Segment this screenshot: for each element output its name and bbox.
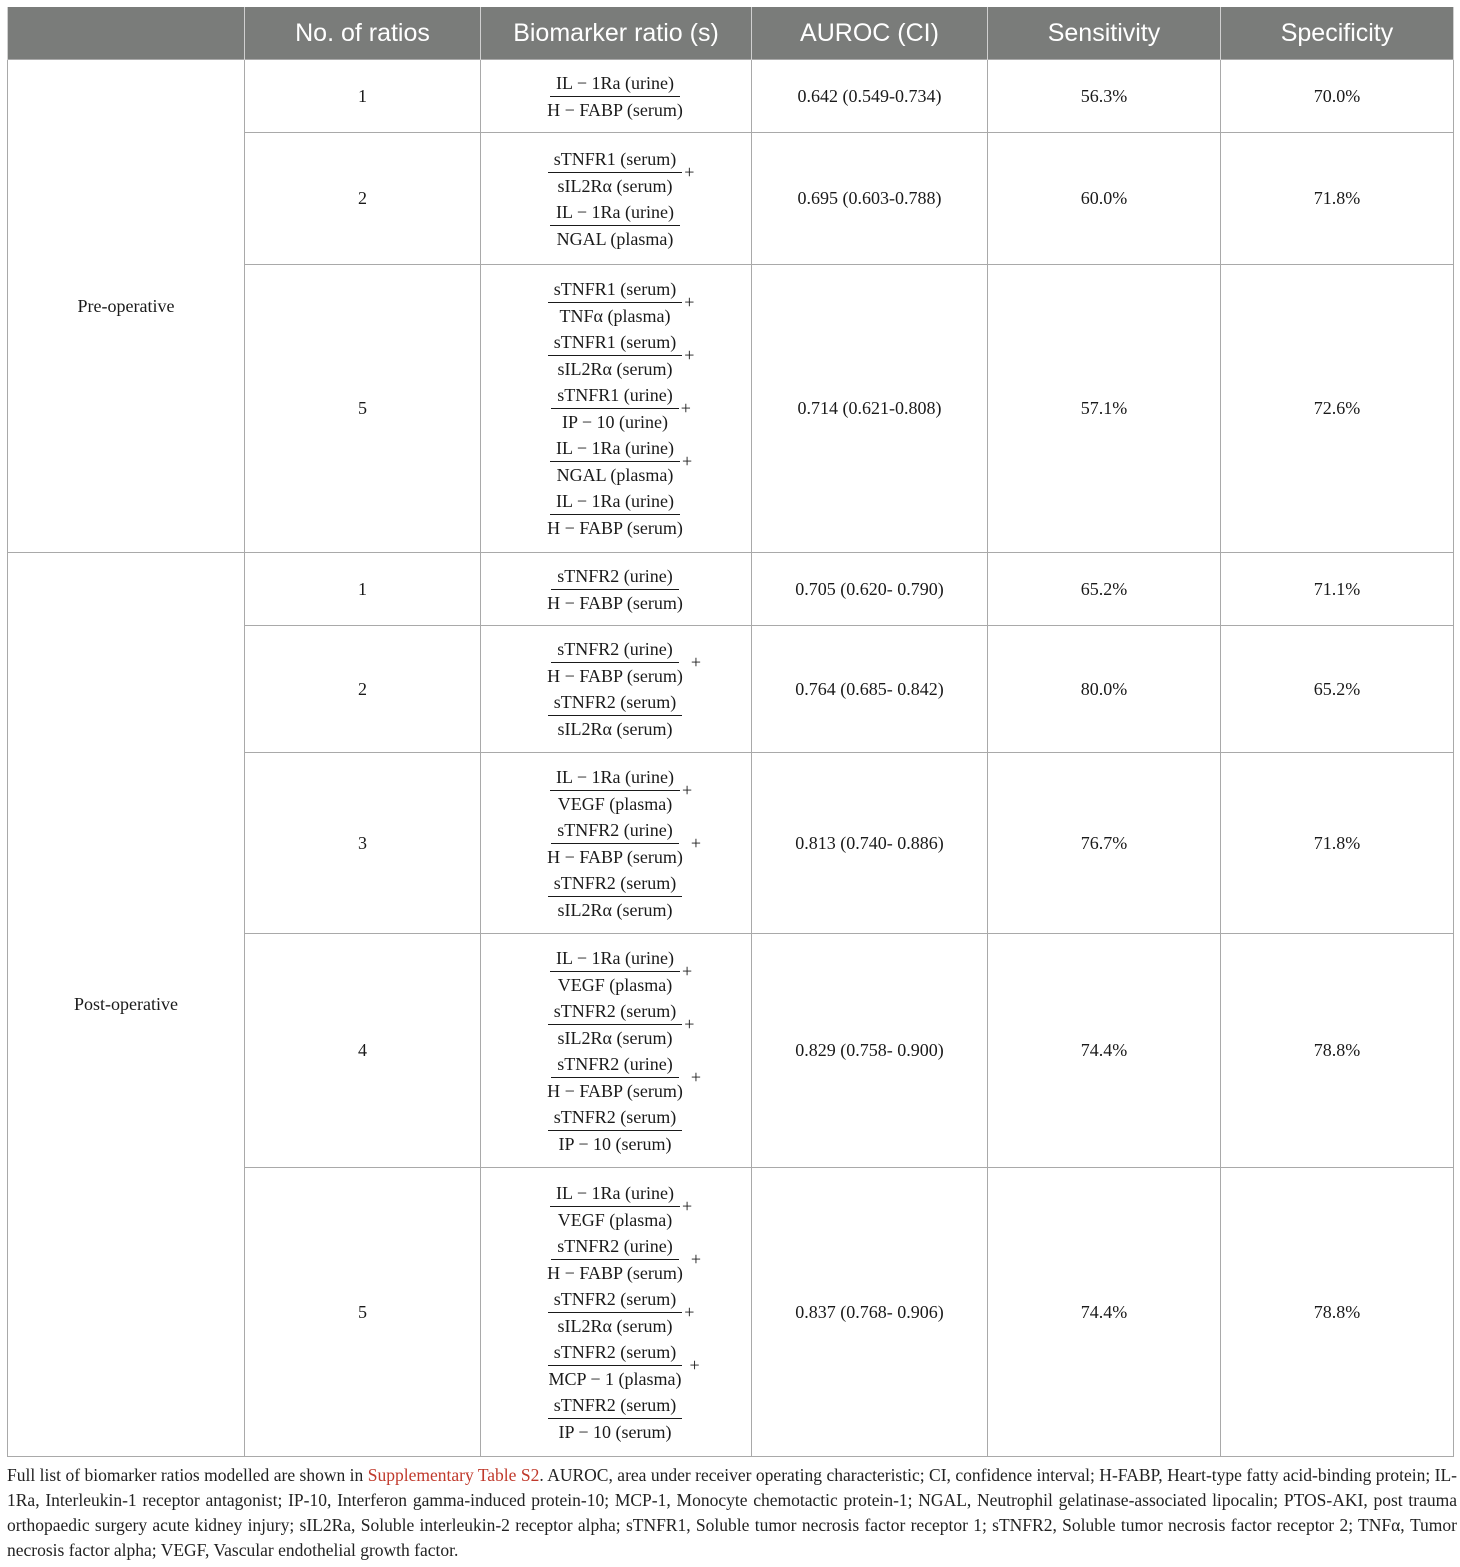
plus-sign: + xyxy=(684,1013,695,1034)
ratio-denominator: IP − 10 (serum) xyxy=(558,1133,672,1154)
ratio-numerator: IL − 1Ra (urine) xyxy=(550,1180,680,1207)
biomarker-ratio-cell xyxy=(481,753,752,934)
ratio-term xyxy=(536,1180,696,1233)
ratio-fraction xyxy=(548,998,683,1051)
table-row xyxy=(8,60,1454,133)
footnote-pre: Full list of biomarker ratios modelled are shown in xyxy=(7,1465,368,1485)
biomarker-ratio-cell xyxy=(481,934,752,1168)
phase-cell: Pre-operative xyxy=(8,60,245,553)
table-body xyxy=(8,60,1454,1457)
ratio-fraction xyxy=(541,1233,689,1286)
ratio-stack xyxy=(527,945,705,1157)
supplementary-table-link[interactable]: Supplementary Table S2 xyxy=(367,1465,540,1485)
no-of-ratios-cell: 5 xyxy=(245,265,481,553)
ratio-fraction xyxy=(548,329,683,382)
ratio-denominator: sIL2Rα (serum) xyxy=(557,899,673,920)
ratio-fraction xyxy=(548,276,683,329)
ratio-numerator: IL − 1Ra (urine) xyxy=(550,764,680,791)
ratio-stack xyxy=(527,1180,705,1445)
table-row xyxy=(8,553,1454,626)
ratio-denominator: H − FABP (serum) xyxy=(547,846,683,867)
specificity-cell: 70.0% xyxy=(1221,60,1454,133)
ratio-denominator: NGAL (plasma) xyxy=(556,228,674,249)
auroc-cell: 0.714 (0.621-0.808) xyxy=(752,265,988,553)
ratio-numerator: sTNFR2 (urine) xyxy=(551,563,679,590)
ratio-numerator: sTNFR2 (serum) xyxy=(548,1104,683,1131)
plus-sign: + xyxy=(680,398,691,418)
ratio-fraction xyxy=(548,1286,683,1339)
ratio-term xyxy=(534,1104,699,1157)
ratio-term xyxy=(534,689,699,742)
no-of-ratios-cell: 3 xyxy=(245,753,481,934)
auroc-cell: 0.813 (0.740- 0.886) xyxy=(752,753,988,934)
plus-sign: + xyxy=(681,451,693,471)
header-sensitivity: Sensitivity xyxy=(988,7,1221,60)
header-row xyxy=(8,7,1454,60)
no-of-ratios-cell: 5 xyxy=(245,1168,481,1457)
plus-sign: + xyxy=(689,1354,700,1375)
ratio-denominator: TNFα (plasma) xyxy=(559,306,671,326)
ratio-denominator: sIL2Rα (serum) xyxy=(557,719,673,739)
ratio-term xyxy=(527,70,705,123)
ratio-numerator: sTNFR2 (serum) xyxy=(548,689,683,716)
ratio-denominator: VEGF (plasma) xyxy=(557,974,673,995)
specificity-cell: 78.8% xyxy=(1221,1168,1454,1457)
ratio-fraction xyxy=(550,435,680,488)
auroc-cell: 0.837 (0.768- 0.906) xyxy=(752,1168,988,1457)
sensitivity-cell: 56.3% xyxy=(988,60,1221,133)
ratio-denominator: H − FABP (serum) xyxy=(547,1080,683,1101)
ratio-term xyxy=(527,563,705,616)
ratio-stack xyxy=(534,146,699,252)
ratio-numerator: IL − 1Ra (urine) xyxy=(550,70,680,97)
biomarker-ratio-cell xyxy=(481,1168,752,1457)
ratio-fraction xyxy=(541,1051,689,1104)
ratio-denominator: H − FABP (serum) xyxy=(547,592,683,613)
ratio-term xyxy=(527,1051,705,1104)
ratio-numerator: IL − 1Ra (urine) xyxy=(550,488,680,515)
header-phase xyxy=(8,7,245,60)
ratio-fraction xyxy=(550,764,680,817)
ratio-denominator: VEGF (plasma) xyxy=(557,1209,673,1230)
sensitivity-cell: 65.2% xyxy=(988,553,1221,626)
plus-sign: + xyxy=(684,345,695,365)
ratio-denominator: sIL2Rα (serum) xyxy=(557,175,673,196)
ratio-term xyxy=(536,945,696,998)
ratio-fraction xyxy=(548,1392,683,1445)
specificity-cell: 65.2% xyxy=(1221,626,1454,753)
ratio-term xyxy=(534,870,699,923)
ratio-fraction xyxy=(548,870,683,923)
sensitivity-cell: 74.4% xyxy=(988,934,1221,1168)
no-of-ratios-cell: 4 xyxy=(245,934,481,1168)
ratio-numerator: sTNFR2 (serum) xyxy=(548,998,683,1025)
ratio-numerator: sTNFR2 (urine) xyxy=(551,1233,679,1260)
ratio-term xyxy=(527,817,705,870)
specificity-cell: 78.8% xyxy=(1221,934,1454,1168)
biomarker-ratio-cell xyxy=(481,626,752,753)
ratio-numerator: sTNFR1 (serum) xyxy=(548,146,683,173)
ratio-fraction xyxy=(551,382,679,435)
ratio-fraction xyxy=(550,199,680,252)
auroc-cell: 0.829 (0.758- 0.900) xyxy=(752,934,988,1168)
table-container xyxy=(7,7,1453,1457)
ratio-numerator: sTNFR1 (urine) xyxy=(551,382,679,409)
ratio-term xyxy=(536,435,696,488)
ratio-stack xyxy=(527,563,705,616)
table-footnote xyxy=(7,1463,1457,1563)
ratio-fraction xyxy=(541,817,689,870)
ratio-denominator: H − FABP (serum) xyxy=(547,99,683,120)
ratio-numerator: sTNFR2 (serum) xyxy=(548,1339,683,1366)
plus-sign: + xyxy=(684,161,695,182)
ratio-denominator: H − FABP (serum) xyxy=(547,1262,683,1283)
auroc-cell: 0.764 (0.685- 0.842) xyxy=(752,626,988,753)
ratio-fraction xyxy=(543,1339,688,1392)
plus-sign: + xyxy=(690,832,701,853)
sensitivity-cell: 74.4% xyxy=(988,1168,1221,1457)
ratio-term xyxy=(536,764,696,817)
ratio-term xyxy=(527,1233,705,1286)
plus-sign: + xyxy=(684,292,695,312)
header-specificity: Specificity xyxy=(1221,7,1454,60)
auroc-cell: 0.705 (0.620- 0.790) xyxy=(752,553,988,626)
ratio-numerator: IL − 1Ra (urine) xyxy=(550,945,680,972)
ratio-denominator: sIL2Rα (serum) xyxy=(557,359,673,379)
ratio-stack xyxy=(527,764,705,923)
ratio-denominator: sIL2Rα (serum) xyxy=(557,1027,673,1048)
ratio-fraction xyxy=(541,70,689,123)
specificity-cell: 72.6% xyxy=(1221,265,1454,553)
ratio-fraction xyxy=(541,488,689,541)
no-of-ratios-cell: 1 xyxy=(245,553,481,626)
plus-sign: + xyxy=(684,1301,695,1322)
biomarker-ratio-cell xyxy=(481,553,752,626)
ratio-term xyxy=(534,146,699,199)
ratio-fraction xyxy=(548,146,683,199)
ratio-numerator: sTNFR2 (serum) xyxy=(548,1286,683,1313)
sensitivity-cell: 76.7% xyxy=(988,753,1221,934)
ratio-numerator: sTNFR2 (serum) xyxy=(548,870,683,897)
ratio-fraction xyxy=(550,945,680,998)
ratio-term xyxy=(537,382,695,435)
specificity-cell: 71.1% xyxy=(1221,553,1454,626)
ratio-fraction xyxy=(550,1180,680,1233)
ratio-numerator: sTNFR1 (serum) xyxy=(548,329,683,356)
ratio-term xyxy=(534,276,699,329)
ratio-denominator: sIL2Rα (serum) xyxy=(557,1315,673,1336)
ratio-term xyxy=(527,488,705,541)
ratio-numerator: sTNFR2 (urine) xyxy=(551,636,679,663)
plus-sign: + xyxy=(681,1195,693,1216)
ratio-numerator: sTNFR2 (serum) xyxy=(548,1392,683,1419)
sensitivity-cell: 57.1% xyxy=(988,265,1221,553)
ratio-term xyxy=(527,636,705,689)
specificity-cell: 71.8% xyxy=(1221,133,1454,265)
ratio-term xyxy=(534,329,699,382)
ratio-term xyxy=(534,1286,699,1339)
ratio-numerator: sTNFR2 (urine) xyxy=(551,817,679,844)
auroc-cell: 0.642 (0.549-0.734) xyxy=(752,60,988,133)
ratio-denominator: VEGF (plasma) xyxy=(557,793,673,814)
ratio-term xyxy=(534,998,699,1051)
ratio-numerator: IL − 1Ra (urine) xyxy=(550,435,680,462)
biomarker-ratio-cell xyxy=(481,265,752,553)
ratio-denominator: IP − 10 (serum) xyxy=(558,1421,672,1442)
ratio-stack xyxy=(527,70,705,123)
footnote-post: . AUROC, area under receiver operating characteristic; CI, confidence interval; H-FABP, Heart-type fatty acid-binding protein; IL-1Ra, Interleukin-1 receptor antagonist; IP-10, Interferon gamma-induced protein-10; MCP-1, Monocyte chemotactic protein-1; NGAL, Neutrophil gelatinase-associated lipocalin; PTOS-AKI, post trauma orthopaedic surgery acute kidney injury; sIL2Ra, Soluble interleukin-2 receptor alpha; sTNFR1, Soluble tumor necrosis factor receptor 1; sTNFR2, Soluble tumor necrosis factor receptor 2; TNFα, Tumor necrosis factor alpha; VEGF, Vascular endothelial growth factor. xyxy=(7,1465,1457,1560)
ratio-fraction xyxy=(541,563,689,616)
ratio-numerator: sTNFR1 (serum) xyxy=(548,276,683,303)
no-of-ratios-cell: 1 xyxy=(245,60,481,133)
plus-sign: + xyxy=(681,779,693,800)
sensitivity-cell: 60.0% xyxy=(988,133,1221,265)
ratio-fraction xyxy=(548,689,683,742)
ratio-term xyxy=(534,1392,699,1445)
no-of-ratios-cell: 2 xyxy=(245,626,481,753)
ratio-term xyxy=(536,199,696,252)
header-biomarker-ratio: Biomarker ratio (s) xyxy=(481,7,752,60)
header-no-of-ratios: No. of ratios xyxy=(245,7,481,60)
biomarker-ratio-table xyxy=(7,7,1454,1457)
specificity-cell: 71.8% xyxy=(1221,753,1454,934)
plus-sign: + xyxy=(690,1248,701,1269)
plus-sign: + xyxy=(690,652,701,672)
biomarker-ratio-cell xyxy=(481,60,752,133)
plus-sign: + xyxy=(681,960,693,981)
ratio-denominator: NGAL (plasma) xyxy=(556,465,674,485)
ratio-denominator: IP − 10 (urine) xyxy=(562,412,668,432)
ratio-numerator: IL − 1Ra (urine) xyxy=(550,199,680,226)
ratio-denominator: MCP − 1 (plasma) xyxy=(548,1368,682,1389)
auroc-cell: 0.695 (0.603-0.788) xyxy=(752,133,988,265)
phase-cell: Post-operative xyxy=(8,553,245,1457)
ratio-fraction xyxy=(541,636,689,689)
no-of-ratios-cell: 2 xyxy=(245,133,481,265)
ratio-stack xyxy=(527,636,705,742)
ratio-numerator: sTNFR2 (urine) xyxy=(551,1051,679,1078)
ratio-term xyxy=(529,1339,704,1392)
header-auroc: AUROC (CI) xyxy=(752,7,988,60)
ratio-fraction xyxy=(548,1104,683,1157)
ratio-stack xyxy=(527,276,705,541)
sensitivity-cell: 80.0% xyxy=(988,626,1221,753)
ratio-denominator: H − FABP (serum) xyxy=(547,518,683,538)
ratio-denominator: H − FABP (serum) xyxy=(547,666,683,686)
plus-sign: + xyxy=(690,1066,701,1087)
biomarker-ratio-cell xyxy=(481,133,752,265)
